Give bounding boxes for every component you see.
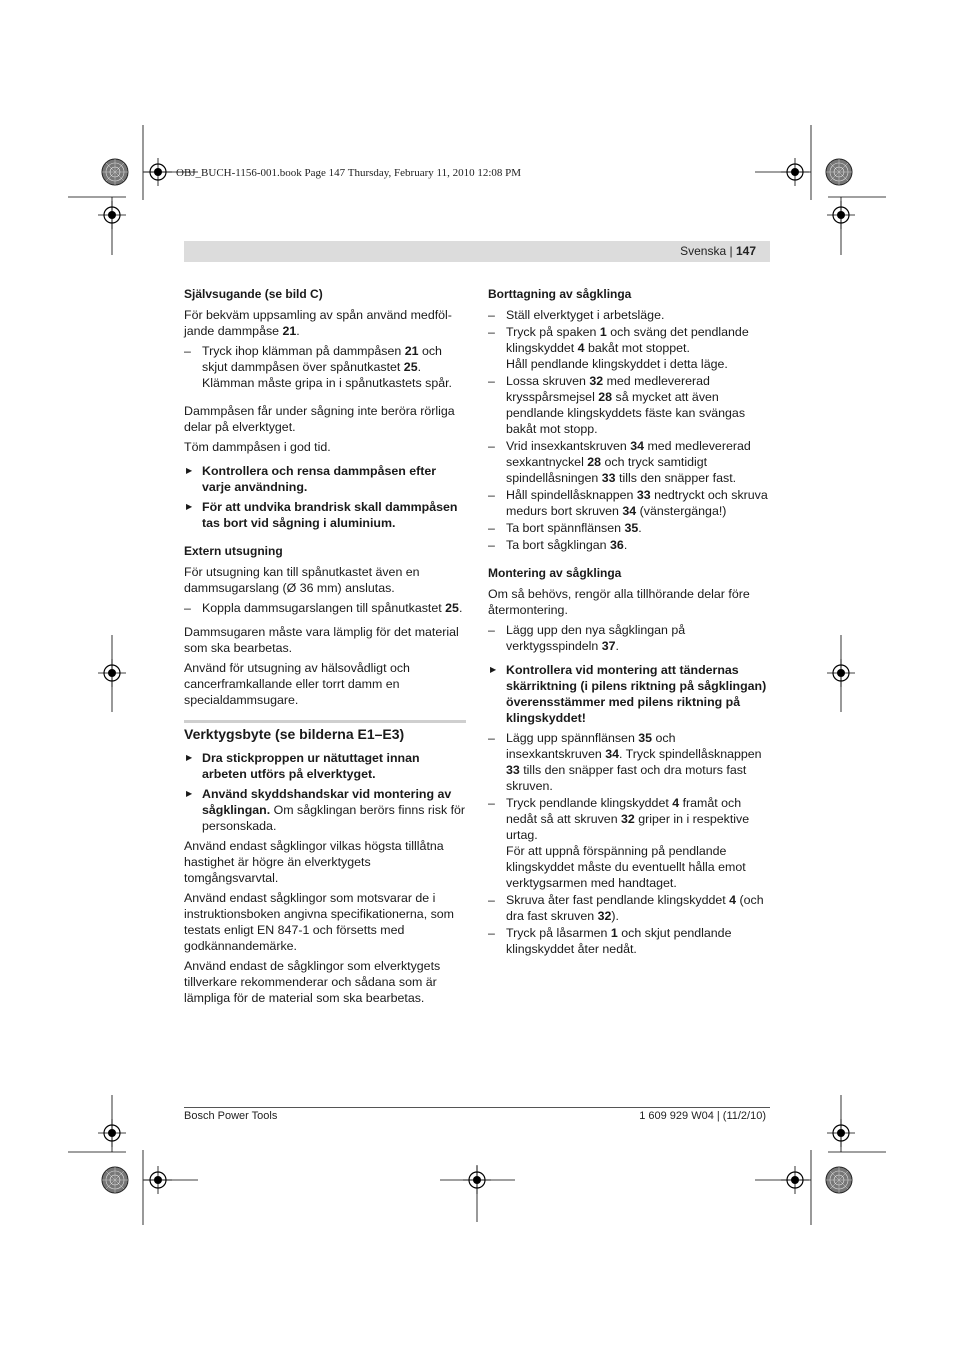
- heading-blade-mounting: Montering av sågklinga: [488, 566, 622, 580]
- instruction-step: – Koppla dammsugarslangen till spånutkastet 25.: [184, 600, 466, 616]
- instruction-step: – Ta bort spännflänsen 35.: [488, 520, 770, 536]
- paragraph: Använd endast sågklingor vilkas högsta tilllåtna hastighet är högre än elverktygets tomgångsvarvtal.: [184, 839, 444, 885]
- safety-warning: ▶ För att undvika brandrisk skall dammpåsen tas bort vid sågning i aluminium.: [184, 499, 466, 531]
- page-header: [184, 241, 770, 262]
- instruction-step: – Tryck ihop klämman på dammpåsen 21 och skjut dammpåsen över spånutkastet 25. Klämman måste gripa in i spånutkastets spår.: [184, 343, 466, 391]
- footer-doc-number: 1 609 929 W04 | (11/2/10): [639, 1110, 766, 1122]
- paragraph: Använd endast sågklingor som motsvarar de i instruktionsboken angivna specifikationerna, som testats enligt EN 847-1 och försetts med godkännandemärke.: [184, 891, 454, 953]
- instruction-step: – Lägg upp den nya sågklingan på verktygsspindeln 37.: [488, 622, 770, 654]
- safety-warning: ▶ Kontrollera och rensa dammpåsen efter varje användning.: [184, 463, 466, 495]
- right-column: [488, 286, 770, 958]
- instruction-step: – Vrid insexkantskruven 34 med medlevererad sexkantnyckel 28 och tryck samtidigt spindellåsningen 33 tills den snäpper fast.: [488, 438, 770, 486]
- header-text: [680, 244, 756, 258]
- paragraph: Dammsugaren måste vara lämplig för det material som ska bearbetas.: [184, 625, 459, 655]
- section-title-tool-change: Verktygsbyte (se bilderna E1–E3): [184, 720, 466, 742]
- heading-blade-removal: Borttagning av sågklinga: [488, 287, 632, 301]
- instruction-step: – Tryck pendlande klingskyddet 4 framåt och nedåt så att skruven 32 griper in i respektive urtag. För att uppnå förspänning på pendlande klingskyddet måste du eventuellt hålla emot verktygsarmen med handtaget.: [488, 795, 770, 891]
- header-language: Svenska: [680, 244, 727, 258]
- footer-rule: [184, 1107, 770, 1108]
- instruction-step: – Skruva åter fast pendlande klingskyddet 4 (och dra fast skruven 32).: [488, 892, 770, 924]
- paragraph: För bekväm uppsamling av spån använd medföl- jande dammpåse 21.: [184, 308, 452, 338]
- instruction-step: – Ta bort sågklingan 36.: [488, 537, 770, 553]
- print-info-line: OBJ_BUCH-1156-001.book Page 147 Thursday, February 11, 2010 12:08 PM: [176, 167, 522, 179]
- heading-external-extraction: Extern utsugning: [184, 544, 283, 558]
- paragraph: Använd för utsugning av hälsovådligt och cancerframkallande eller torrt damm en specialdammsugare.: [184, 661, 410, 707]
- instruction-step: – Tryck på låsarmen 1 och skjut pendlande klingskyddet åter nedåt.: [488, 925, 770, 957]
- instruction-step: – Ställ elverktyget i arbetsläge.: [488, 307, 770, 323]
- header-separator: |: [729, 244, 733, 258]
- page-number: 147: [735, 244, 756, 258]
- safety-warning: ▶ Kontrollera vid montering att tändernas skärriktning (i pilens riktning på sågklingan) överensstämmer med pilens riktning på klingskyddet!: [488, 662, 770, 726]
- heading-self-suction: Självsugande (se bild C): [184, 287, 323, 301]
- paragraph: Om så behövs, rengör alla tillhörande delar före återmontering.: [488, 587, 750, 617]
- safety-warning: ▶ Använd skyddshandskar vid montering av sågklingan. Om sågklingan berörs finns risk för personskada.: [184, 786, 466, 834]
- paragraph: Dammpåsen får under sågning inte beröra rörliga delar på elverktyget.: [184, 404, 455, 434]
- instruction-step: – Lossa skruven 32 med medlevererad krysspårsmejsel 28 så mycket att även pendlande klingskyddets fäste kan svängas bakåt mot stopp.: [488, 373, 770, 437]
- instruction-step: – Tryck på spaken 1 och sväng det pendlande klingskyddet 4 bakåt mot stoppet. Håll pendlande klingskyddet i detta läge.: [488, 324, 770, 372]
- paragraph: Töm dammpåsen i god tid.: [184, 440, 331, 454]
- instruction-step: – Lägg upp spännflänsen 35 och insexkantskruven 34. Tryck spindellåsknappen 33 tills den snäpper fast och dra moturs fast skruven.: [488, 730, 770, 794]
- instruction-step: – Håll spindellåsknappen 33 nedtryckt och skruva medurs bort skruven 34 (vänstergänga!): [488, 487, 770, 519]
- paragraph: För utsugning kan till spånutkastet även en dammsugarslang (Ø 36 mm) anslutas.: [184, 565, 420, 595]
- safety-warning: ▶ Dra stickproppen ur nätuttaget innan arbeten utförs på elverktyget.: [184, 750, 466, 782]
- footer-brand: Bosch Power Tools: [184, 1110, 278, 1122]
- paragraph: Använd endast de sågklingor som elverktygets tillverkare rekommenderar och sådana som är lämpliga för de material som ska bearbetas.: [184, 959, 441, 1005]
- left-column: [184, 286, 466, 1010]
